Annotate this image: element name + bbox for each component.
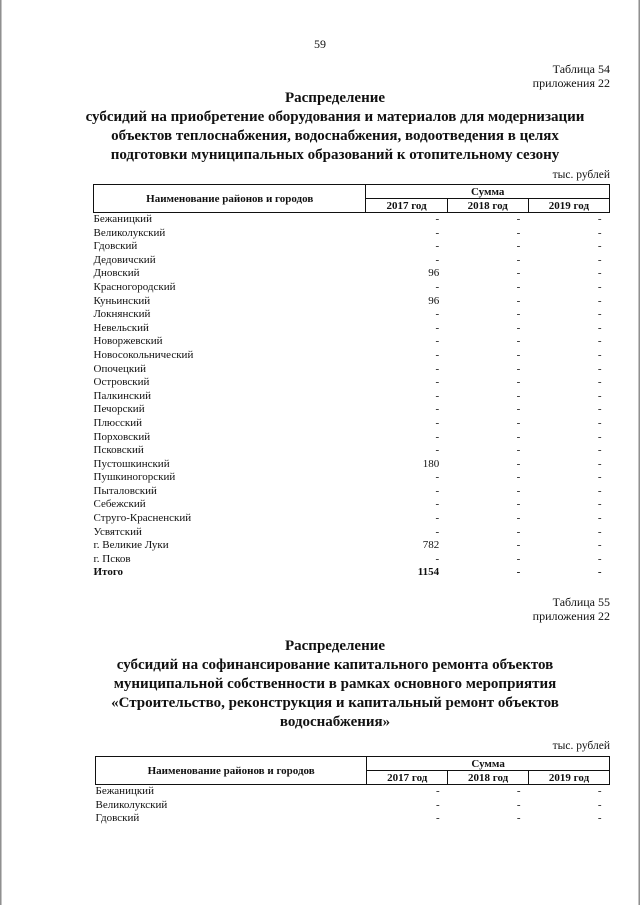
row-value: - [597, 484, 602, 497]
table54-title-line: Распределение [284, 90, 386, 106]
row-value: 96 [428, 294, 440, 307]
scan-left-edge [0, 0, 2, 905]
row-name: Опочецкий [93, 362, 146, 375]
table-row [94, 431, 610, 445]
row-value: - [516, 240, 521, 253]
row-name: Палкинский [93, 389, 152, 402]
row-value: - [435, 430, 440, 443]
row-name: Новосокольнический [93, 348, 194, 361]
row-name: Дновский [93, 267, 140, 280]
row-value: - [516, 280, 521, 293]
row-value: - [597, 308, 602, 321]
row-value: - [516, 416, 521, 429]
row-value: - [597, 294, 602, 307]
table54-title-line: субсидий на приобретение оборудования и материалов для модернизации [85, 109, 585, 125]
row-value: - [435, 389, 440, 402]
row-value: - [516, 471, 521, 484]
row-value: - [436, 798, 440, 811]
row-value: - [435, 308, 440, 321]
row-name: Себежский [93, 498, 146, 511]
row-value: - [435, 335, 440, 348]
row-value: - [597, 471, 602, 484]
row-name: Великолукский [93, 226, 166, 239]
row-value: - [597, 416, 602, 429]
row-name: г. Великие Луки [93, 539, 169, 552]
row-name: Куньинский [93, 294, 151, 307]
row-value: - [435, 253, 440, 266]
table54-header-sum: Сумма [366, 185, 610, 199]
row-value: - [516, 389, 521, 402]
table55-caption [533, 595, 610, 623]
row-name: Красногородский [93, 280, 176, 293]
row-value: - [597, 785, 602, 797]
table-row [94, 539, 610, 553]
table55-header-name: Наименование районов и городов [96, 757, 367, 785]
row-value: - [597, 512, 602, 525]
table55-title-line: субсидий на софинансирование капитального ремонта объектов [116, 657, 554, 673]
row-name: Порховский [93, 430, 151, 443]
row-value: - [597, 798, 602, 811]
row-value: - [516, 362, 521, 375]
row-value: - [597, 335, 602, 348]
row-value: - [597, 444, 602, 457]
table55-title-line: водоснабжения» [279, 714, 391, 730]
row-name: Локнянский [93, 308, 151, 321]
row-value: - [597, 267, 602, 280]
row-value: - [516, 498, 521, 511]
table-row [94, 240, 610, 254]
table-row [94, 417, 610, 431]
row-value: - [516, 785, 521, 797]
row-value: - [597, 430, 602, 443]
row-value: - [516, 444, 521, 457]
table-row [94, 526, 610, 540]
table54-caption-line: Таблица 54 [552, 62, 610, 76]
row-name: Усвятский [93, 525, 142, 538]
row-name: Гдовский [95, 812, 140, 825]
table-row [94, 444, 610, 458]
row-name: Пустошкинский [93, 457, 170, 470]
row-name: Псковский [93, 444, 144, 457]
table-row [94, 349, 610, 363]
row-value: - [597, 403, 602, 416]
page-number: 59 [314, 37, 326, 51]
table55-unit: тыс. рублей [552, 740, 610, 752]
row-value: - [597, 362, 602, 375]
table55-header-year: 2017 год [367, 771, 448, 785]
row-name: Новоржевский [93, 335, 163, 348]
row-value: - [435, 444, 440, 457]
row-value: - [435, 498, 440, 511]
table-row [94, 498, 610, 512]
row-name: Дедовичский [93, 253, 156, 266]
row-value: - [597, 226, 602, 239]
row-value: - [435, 376, 440, 389]
table54-caption-line: приложения 22 [532, 76, 610, 90]
table-row [96, 812, 610, 826]
table54-title-line: подготовки муниципальных образований к отопительному сезону [110, 147, 560, 163]
table54-header-name: Наименование районов и городов [94, 185, 366, 213]
row-value: - [516, 348, 521, 361]
table-row [96, 785, 610, 799]
row-value: - [597, 321, 602, 334]
row-value: - [597, 376, 602, 389]
table54-body [94, 213, 610, 581]
row-value: - [516, 512, 521, 525]
table55-body [96, 785, 610, 826]
row-value: - [597, 525, 602, 538]
row-value: - [516, 253, 521, 266]
row-value: - [435, 525, 440, 538]
row-name: Пушкиногорский [93, 471, 176, 484]
row-value: - [435, 403, 440, 416]
row-value: - [597, 213, 602, 225]
row-value: - [516, 525, 521, 538]
row-name: Струго-Красненский [93, 512, 192, 525]
table55-title [60, 637, 610, 732]
table-row [94, 390, 610, 404]
row-value: - [436, 812, 440, 825]
row-value: 180 [422, 457, 440, 470]
row-name: Плюсский [93, 416, 143, 429]
table-row [94, 512, 610, 526]
row-value: - [516, 812, 521, 825]
table-row [94, 403, 610, 417]
table-row [96, 799, 610, 813]
row-value: 96 [428, 267, 440, 280]
row-value: - [435, 512, 440, 525]
row-value: 1154 [417, 566, 440, 579]
row-name: Бежаницкий [93, 213, 152, 225]
table-row [94, 376, 610, 390]
row-value: - [597, 566, 602, 579]
table54-caption [533, 62, 610, 90]
row-name: Островский [93, 376, 150, 389]
row-value: - [435, 552, 440, 565]
row-value: - [516, 335, 521, 348]
table54-header-year: 2018 год [447, 199, 528, 213]
table-row [94, 485, 610, 499]
row-value: - [435, 416, 440, 429]
row-value: - [597, 253, 602, 266]
row-value: 782 [422, 539, 440, 552]
row-value: - [435, 362, 440, 375]
table54-title [60, 89, 610, 165]
table-row [94, 267, 610, 281]
row-value: - [516, 430, 521, 443]
row-value: - [516, 798, 521, 811]
row-value: - [435, 348, 440, 361]
row-value: - [597, 498, 602, 511]
table-row [94, 458, 610, 472]
table54-title-line: объектов теплоснабжения, водоснабжения, водоотведения в целях [111, 128, 559, 144]
table55-header-sum: Сумма [367, 757, 610, 771]
table-row [94, 254, 610, 268]
table55-title-line: Распределение [284, 638, 386, 654]
table-row [94, 308, 610, 322]
row-value: - [435, 321, 440, 334]
table55-header-year: 2018 год [448, 771, 529, 785]
row-value: - [597, 240, 602, 253]
row-value: - [516, 308, 521, 321]
row-value: - [435, 213, 440, 225]
row-value: - [597, 348, 602, 361]
row-value: - [435, 226, 440, 239]
row-value: - [597, 812, 602, 825]
table-row [94, 227, 610, 241]
row-value: - [516, 566, 521, 579]
row-value: - [516, 213, 521, 225]
table55 [95, 756, 610, 826]
table-row [94, 213, 610, 227]
row-value: - [516, 267, 521, 280]
row-name: Гдовский [93, 240, 138, 253]
table55-caption-line: приложения 22 [532, 609, 610, 623]
row-value: - [516, 539, 521, 552]
row-value: - [516, 552, 521, 565]
row-value: - [516, 484, 521, 497]
table-row [94, 295, 610, 309]
table-row [94, 322, 610, 336]
row-name: Бежаницкий [95, 785, 154, 797]
table54 [93, 184, 610, 580]
row-value: - [516, 457, 521, 470]
row-value: - [516, 403, 521, 416]
row-name: Пыталовский [93, 484, 157, 497]
row-name: Итого [93, 566, 124, 579]
row-value: - [597, 539, 602, 552]
row-value: - [516, 226, 521, 239]
table55-header-year: 2019 год [529, 771, 610, 785]
row-name: г. Псков [93, 552, 131, 565]
table-row [94, 335, 610, 349]
row-value: - [435, 471, 440, 484]
row-value: - [597, 389, 602, 402]
table-row [94, 363, 610, 377]
row-name: Печорский [93, 403, 145, 416]
table-row [94, 281, 610, 295]
row-value: - [435, 484, 440, 497]
table55-title-line: «Строительство, реконструкция и капитальный ремонт объектов [111, 695, 559, 711]
table-row [94, 553, 610, 567]
row-value: - [516, 376, 521, 389]
row-value: - [436, 785, 440, 797]
row-value: - [597, 457, 602, 470]
row-value: - [597, 280, 602, 293]
table55-caption-line: Таблица 55 [552, 595, 610, 609]
table54-header-year: 2017 год [366, 199, 447, 213]
row-value: - [516, 321, 521, 334]
row-value: - [435, 240, 440, 253]
row-name: Великолукский [95, 798, 168, 811]
row-value: - [516, 294, 521, 307]
row-value: - [597, 552, 602, 565]
row-value: - [435, 280, 440, 293]
table55-title-line: муниципальной собственности в рамках основного мероприятия [113, 676, 557, 692]
total-row [94, 566, 610, 580]
row-name: Невельский [93, 321, 149, 334]
table54-unit: тыс. рублей [552, 169, 610, 181]
table54-header-year: 2019 год [528, 199, 609, 213]
table-row [94, 471, 610, 485]
